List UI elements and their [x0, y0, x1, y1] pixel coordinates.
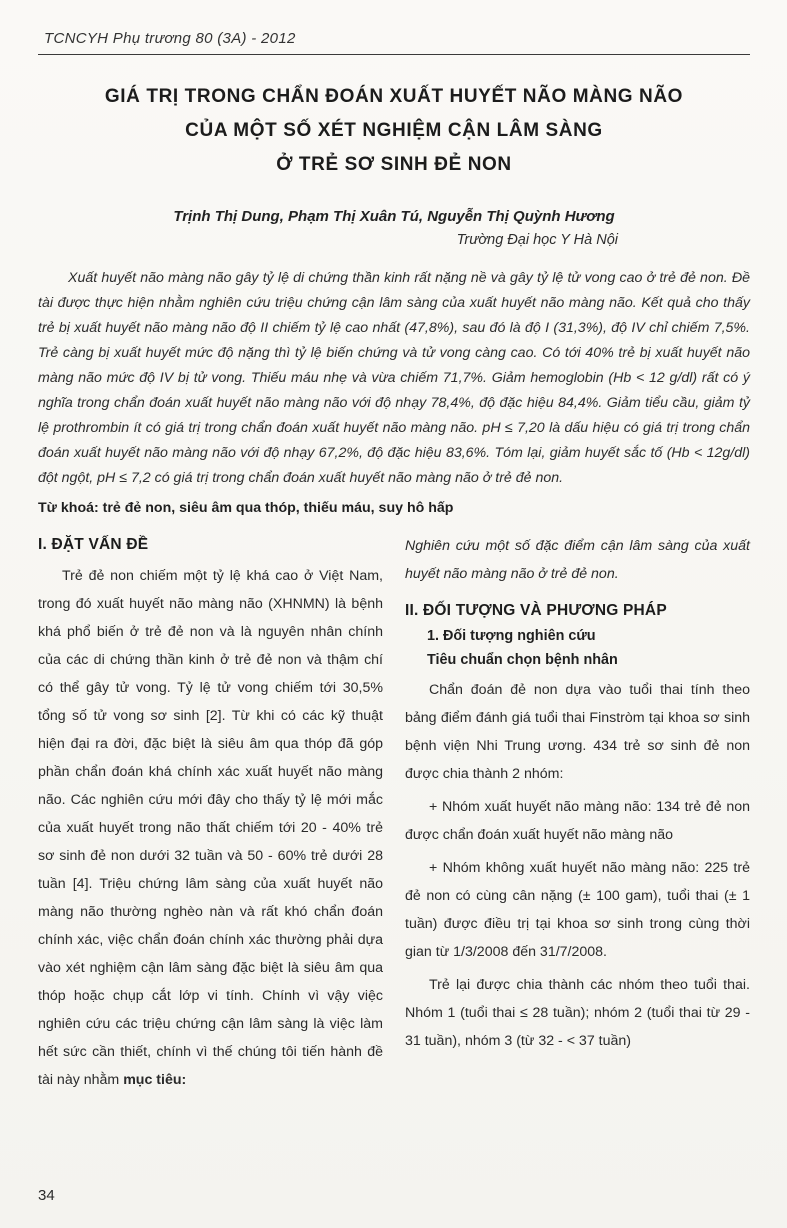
right-column [405, 532, 750, 1060]
criteria-heading: Tiêu chuẩn chọn bệnh nhân [427, 652, 618, 668]
abstract-paragraph: Xuất huyết não màng não gây tỷ lệ di chứng thần kinh rất nặng nề và gây tỷ lệ tử vong cao ở trẻ đẻ non. Đề tài được thực hiện nhằm nghiên cứu triệu chứng cận lâm sàng của xuất huyết não màng não. Kết quả cho thấy trẻ bị xuất huyết não màng não độ II chiếm tỷ lệ cao nhất (47,8%), sau đó là độ I (31,3%), độ IV chỉ chiếm 7,5%. Trẻ càng bị xuất huyết mức độ nặng thì tỷ lệ biến chứng và tử vong càng cao. Có tới 40% trẻ bị xuất huyết não màng não mức độ IV bị tử vong. Thiếu máu nhẹ và vừa chiếm 71,7%. Giảm hemoglobin (Hb < 12 g/dl) rất có ý nghĩa trong chẩn đoán xuất huyết não màng não với độ nhạy 78,4%, độ đặc hiệu 84,4%. Giảm tiểu cầu, giảm tỷ lệ prothrombin ít có giá trị trong chẩn đoán xuất huyết não màng não. pH ≤ 7,20 là dấu hiệu có giá trị trong chẩn đoán xuất huyết não màng não với độ nhạy 67,2%, độ đặc hiệu 83,6%. Tóm lại, giảm huyết sắc tố (Hb < 12g/dl) đột ngột, pH ≤ 7,2 có giá trị trong chẩn đoán xuất huyết não màng não ở trẻ đẻ non. [38, 270, 750, 486]
intro-paragraph [38, 562, 383, 1094]
title-line-1: GIÁ TRỊ TRONG CHẨN ĐOÁN XUẤT HUYẾT NÃO MÀNG NÃO [104, 86, 684, 107]
two-column-body [38, 532, 750, 1099]
authors-line: Trịnh Thị Dung, Phạm Thị Xuân Tú, Nguyễn Thị Quỳnh Hương [173, 208, 615, 225]
methods-paragraph-4: Trẻ lại được chia thành các nhóm theo tuổi thai. Nhóm 1 (tuổi thai ≤ 28 tuần); nhóm 2 (tuổi thai từ 29 - 31 tuần), nhóm 3 (từ 32 - < 37 tuần) [405, 977, 750, 1049]
intro-paragraph-text: Trẻ đẻ non chiếm một tỷ lệ khá cao ở Việt Nam, trong đó xuất huyết não màng não (XHNMN) là bệnh khá phổ biến ở trẻ đẻ non và là nguyên nhân chính của các di chứng thần kinh ở trẻ đẻ non và thậm chí có thể gây tử vong. Tỷ lệ tử vong chiếm tới 30,5% tổng số tử vong sơ sinh [2]. Từ khi có các kỹ thuật hiện đại ra đời, đặc biệt là siêu âm qua thóp đã góp phần chẩn đoán khá chính xác xuất huyết não màng não. Các nghiên cứu mới đây cho thấy tỷ lệ mới mắc của xuất huyết trong não thất chiếm tới 20 - 40% trẻ sơ sinh đẻ non dưới 32 tuần và 50 - 60% trẻ dưới 28 tuần [4]. Triệu chứng lâm sàng của xuất huyết não màng não thường nghèo nàn và rất khó chẩn đoán chính xác, việc chẩn đoán chính xác thường phải dựa vào xét nghiệm cận lâm sàng đặc biệt là siêu âm qua thóp hoặc chụp cắt lớp vi tính. Chính vì vậy việc nghiên cứu các triệu chứng cận lâm sàng là việc làm hết sức cần thiết, chính vì thế chúng tôi tiến hành đề tài này nhằm [38, 568, 383, 1088]
left-column [38, 532, 383, 1099]
title-line-2: CỦA MỘT SỐ XÉT NGHIỆM CẬN LÂM SÀNG [185, 120, 603, 141]
journal-header [38, 30, 750, 47]
title-line-3: Ở TRẺ SƠ SINH ĐẺ NON [276, 154, 512, 175]
objective-paragraph: Nghiên cứu một số đặc điểm cận lâm sàng của xuất huyết não màng não ở trẻ đẻ non. [405, 538, 750, 582]
section-2-heading: II. ĐỐI TƯỢNG VÀ PHƯƠNG PHÁP [405, 602, 667, 619]
keywords-line: Từ khoá: trẻ đẻ non, siêu âm qua thóp, thiếu máu, suy hô hấp [38, 500, 454, 516]
methods-paragraph-2: + Nhóm xuất huyết não màng não: 134 trẻ đẻ non được chẩn đoán xuất huyết não màng não [405, 799, 750, 843]
page-number: 34 [38, 1187, 55, 1204]
section-1-heading: I. ĐẶT VẤN ĐỀ [38, 536, 149, 553]
header-rule [38, 54, 750, 55]
affiliation-line: Trường Đại học Y Hà Nội [456, 232, 618, 248]
methods-paragraph-3: + Nhóm không xuất huyết não màng não: 225 trẻ đẻ non có cùng cân nặng (± 100 gam), tuổi thai (± 1 tuần) được điều trị tại khoa sơ sinh trong cùng thời gian từ 1/3/2008 đến 31/7/2008. [405, 860, 750, 960]
methods-paragraph-1: Chẩn đoán đẻ non dựa vào tuổi thai tính theo bảng điểm đánh giá tuổi thai Finstròm tại khoa sơ sinh bệnh viện Nhi Trung ương. 434 trẻ sơ sinh đẻ non được chia thành 2 nhóm: [405, 682, 750, 782]
paper-title [38, 80, 750, 182]
journal-header-text: TCNCYH Phụ trương 80 (3A) - 2012 [44, 30, 296, 47]
intro-objective-label: mục tiêu: [123, 1072, 187, 1088]
subsection-1-heading: 1. Đối tượng nghiên cứu [427, 628, 596, 644]
